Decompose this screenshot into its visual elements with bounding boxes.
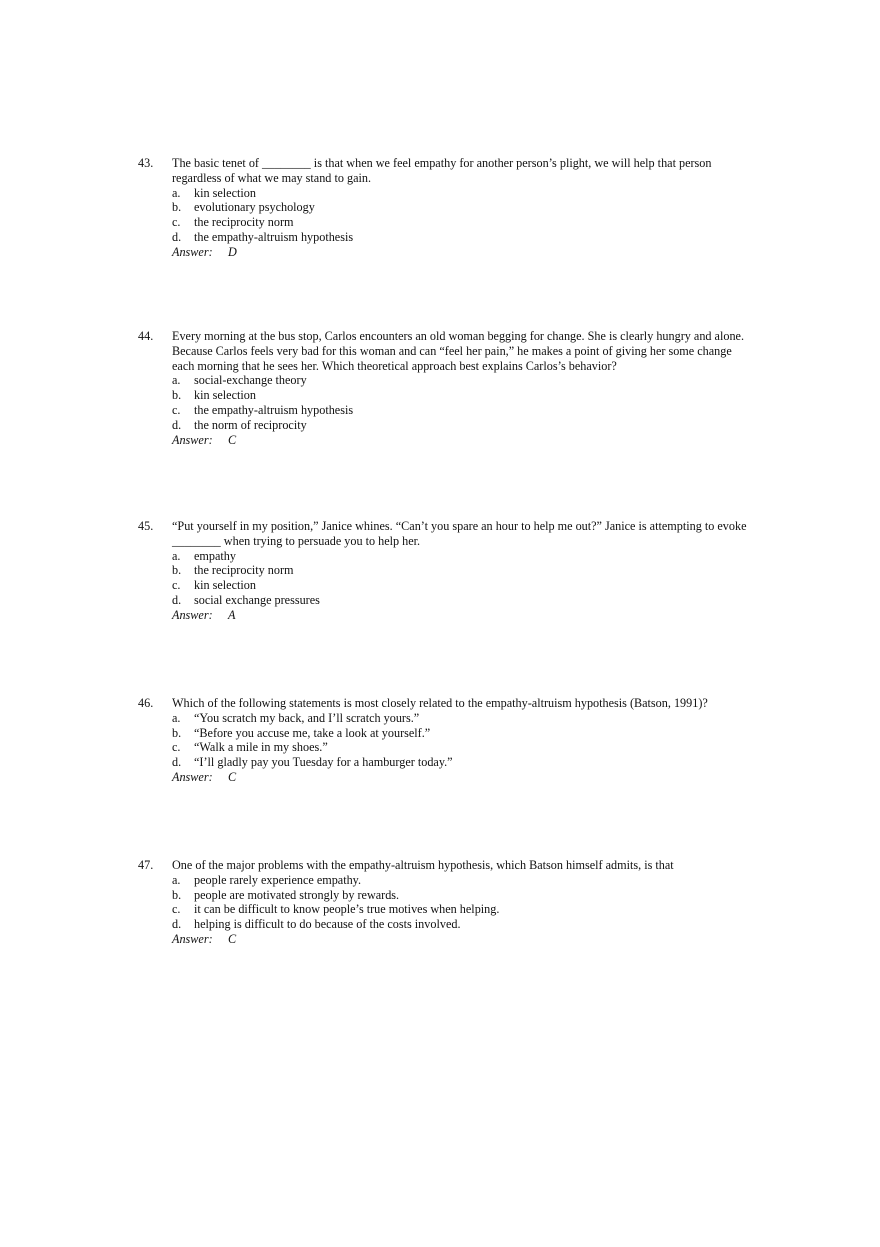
option-a: a. “You scratch my back, and I’ll scratch yours.” (172, 710, 420, 725)
answer-value: D (228, 244, 237, 259)
option-c: c. kin selection (172, 578, 256, 593)
answer-value: C (228, 432, 237, 447)
question-stem: Which of the following statements is most closely related to the empathy-altruism hypothesis (Batson, 1991)? (172, 696, 708, 710)
answer-line (172, 433, 748, 448)
option-b: b. kin selection (172, 388, 256, 403)
option-d: d. the empathy-altruism hypothesis (172, 229, 354, 244)
option-c: c. “Walk a mile in my shoes.” (172, 740, 328, 755)
question-45 (138, 519, 748, 623)
question-stem: Every morning at the bus stop, Carlos encounters an old woman begging for change. She is clearly hungry and alone. Because Carlos feels very bad for this woman and can “feel her pain,” he makes a point of giving her some change each morning that he sees her. Which theoretical approach best explains Carlos’s behavior? (172, 329, 744, 373)
answer-line (172, 608, 748, 623)
answer-line (172, 932, 748, 947)
question-stem: The basic tenet of ________ is that when we feel empathy for another person’s plight, we will help that person regardless of what we may stand to gain. (172, 156, 712, 185)
answer-value: C (228, 769, 237, 784)
option-d: d. the norm of reciprocity (172, 417, 307, 432)
option-c: c. it can be difficult to know people’s true motives when helping. (172, 902, 500, 917)
option-b: b. the reciprocity norm (172, 563, 294, 578)
question-number: 45. (138, 519, 154, 533)
option-a: a. kin selection (172, 185, 256, 200)
option-d: d. social exchange pressures (172, 592, 320, 607)
option-a: a. social-exchange theory (172, 373, 307, 388)
question-body (172, 329, 748, 447)
answer-label: Answer: (172, 432, 213, 447)
question-stem: “Put yourself in my position,” Janice whines. “Can’t you spare an hour to help me out?” Janice is attempting to evoke ________ when trying to persuade you to help her. (172, 519, 747, 548)
answer-label: Answer: (172, 931, 213, 946)
question-number: 44. (138, 329, 154, 343)
question-number: 46. (138, 696, 154, 710)
question-body (172, 519, 748, 623)
option-c: c. the reciprocity norm (172, 215, 294, 230)
question-number: 47. (138, 858, 154, 872)
answer-line (172, 245, 748, 260)
option-b: b. people are motivated strongly by rewards. (172, 887, 400, 902)
option-b: b. “Before you accuse me, take a look at yourself.” (172, 725, 431, 740)
answer-label: Answer: (172, 607, 213, 622)
question-body (172, 156, 748, 260)
question-body (172, 858, 748, 947)
option-a: a. people rarely experience empathy. (172, 872, 362, 887)
question-43 (138, 156, 748, 260)
option-c: c. the empathy-altruism hypothesis (172, 402, 354, 417)
question-number: 43. (138, 156, 154, 170)
answer-value: C (228, 931, 237, 946)
question-44 (138, 329, 748, 447)
answer-value: A (228, 607, 236, 622)
question-body (172, 696, 748, 785)
option-b: b. evolutionary psychology (172, 200, 315, 215)
question-47 (138, 858, 748, 947)
answer-label: Answer: (172, 769, 213, 784)
answer-label: Answer: (172, 244, 213, 259)
answer-line (172, 770, 748, 785)
option-d: d. “I’ll gladly pay you Tuesday for a hamburger today.” (172, 755, 453, 770)
option-d: d. helping is difficult to do because of the costs involved. (172, 917, 461, 932)
option-a: a. empathy (172, 548, 236, 563)
question-stem: One of the major problems with the empathy-altruism hypothesis, which Batson himself admits, is that (172, 858, 674, 872)
question-46 (138, 696, 748, 785)
